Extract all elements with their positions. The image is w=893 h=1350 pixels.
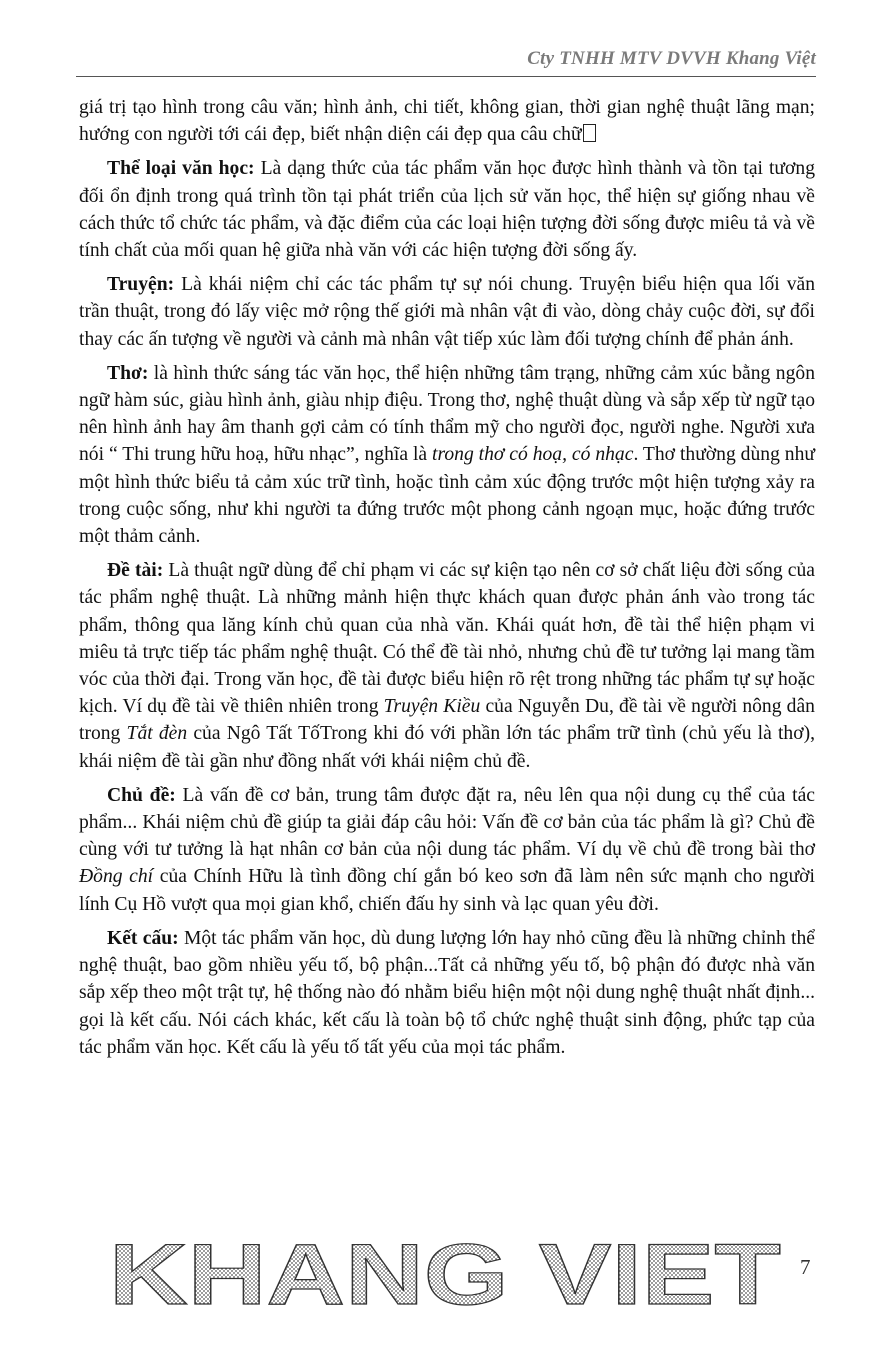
paragraph-tho [79, 360, 815, 550]
paragraph-chu-de [79, 782, 815, 918]
term-heading: Thơ: [107, 362, 149, 384]
term-heading: Thể loại văn học: [107, 158, 255, 180]
paragraph-the-loai [79, 155, 815, 264]
term-heading: Đề tài: [107, 560, 164, 582]
paragraph-text: của Nguyễn Du, đề tài về người nông dân trong [79, 696, 815, 745]
watermark-logo [105, 1232, 785, 1312]
header-divider [76, 76, 816, 77]
term-heading: Chủ đề: [107, 784, 176, 806]
paragraph-text: Là dạng thức của tác phẩm văn học được hình thành và tồn tại tương đối ổn định trong quá trình tồn tại phát triển của lịch sử văn học, thể hiện sự giống nhau về cách thức tổ chức tác phẩm, và đặc điểm của các loại hiện tượng đời sống được miêu tả và về tính chất của mối quan hệ giữa nhà văn với các hiện tượng đời sống ấy. [79, 158, 815, 262]
italic-phrase: trong thơ có hoạ, có nhạc [432, 444, 634, 466]
paragraph-de-tai [79, 557, 815, 775]
paragraph-text: . Thơ thường dùng như một hình thức biểu tả cảm xúc trữ tình, hoặc tình cảm xúc động trước một hiện tượng xảy ra trong cuộc sống, như khi người ta đứng trước một phong cảnh ngoạn mục, hoặc đứng trước một thảm cảnh. [79, 444, 816, 548]
term-heading: Kết cấu: [107, 927, 179, 949]
italic-title: Truyện Kiều [383, 696, 481, 718]
page-body [79, 94, 815, 1068]
paragraph-text: là hình thức sáng tác văn học, thể hiện những tâm trạng, những cảm xúc bằng ngôn ngữ hàm súc, giàu hình ảnh, giàu nhịp điệu. Trong thơ, nghệ thuật dùng và sắp xếp từ ngữ tạo nên hình ảnh hay âm thanh gợi cảm có tính thẩm mỹ cho người đọc, người nghe. Người xưa nói “ Thi trung hữu hoạ, hữu nhạc”, nghĩa là [79, 362, 815, 466]
paragraph-text: Là thuật ngữ dùng để chỉ phạm vi các sự kiện tạo nên cơ sở chất liệu đời sống của tác phẩm nghệ thuật. Là những mảnh hiện thực khách quan được phản ánh vào trong tác phẩm, thông qua lăng kính chủ quan của nhà văn. Khái quát hơn, đề tài thể hiện phạm vi miêu tả trực tiếp tác phẩm nghệ thuật. Có thể đề tài nhỏ, nhưng chủ đề tư tưởng lại mang tầm vóc của thời đại. Trong văn học, đề tài được biểu hiện rõ rệt trong những tác phẩm tự sự hoặc kịch. Ví dụ đề tài về thiên nhiên trong [79, 560, 815, 718]
paragraph-text: của Ngô Tất TốTrong khi đó với phần lớn tác phẩm trữ tình (chủ yếu là thơ), khái niệm đề tài gần như đồng nhất với khái niệm chủ đề. [79, 723, 816, 772]
paragraph-continuation [79, 94, 815, 148]
italic-title: Đồng chí [79, 866, 154, 888]
paragraph-text: của Chính Hữu là tình đồng chí gắn bó keo sơn đã làm nên sức mạnh cho người lính Cụ Hồ vượt qua mọi gian khổ, chiến đấu hy sinh và lạc quan yêu đời. [79, 866, 815, 915]
page-number: 7 [800, 1255, 811, 1279]
paragraph-ket-cau [79, 925, 815, 1061]
paragraph-truyen [79, 271, 815, 353]
paragraph-text: Là vấn đề cơ bản, trung tâm được đặt ra, nêu lên qua nội dung cụ thể của tác phẩm... Khái niệm chủ đề giúp ta giải đáp câu hỏi: Vấn đề cơ bản của tác phẩm là gì? Chủ đề cùng với tư tưởng là hạt nhân cơ bản của nội dung tác phẩm. Ví dụ về chủ đề trong bài thơ [79, 784, 815, 861]
italic-title: Tắt đèn [126, 723, 188, 745]
watermark-text: KHANG VIET [109, 1232, 781, 1312]
term-heading: Truyện: [107, 274, 175, 296]
paragraph-text: Là khái niệm chỉ các tác phẩm tự sự nói chung. Truyện biểu hiện qua lối văn trần thuật, trong đó lấy việc mở rộng thế giới mà nhân vật đi vào, dòng chảy cuộc đời, sự đổi thay các ấn tượng về người và cảnh mà nhân vật tiếp xúc làm đối tượng chính để phản ánh. [79, 274, 815, 350]
running-header: Cty TNHH MTV DVVH Khang Việt [527, 48, 816, 69]
paragraph-text: Một tác phẩm văn học, dù dung lượng lớn hay nhỏ cũng đều là những chỉnh thể nghệ thuật, bao gồm nhiều yếu tố, bộ phận...Tất cả những yếu tố, bộ phận đó được nhà văn sắp xếp theo một trật tự, hệ thống nào đó nhằm biểu hiện một nội dung nghệ thuật nhất định... gọi là kết cấu. Nói cách khác, kết cấu là toàn bộ tổ chức nghệ thuật sinh động, phức tạp của tác phẩm văn học. Kết cấu là yếu tố tất yếu của mọi tác phẩm. [79, 927, 816, 1058]
paragraph-text: giá trị tạo hình trong câu văn; hình ảnh, chi tiết, không gian, thời gian nghệ thuật lãng mạn; hướng con người tới cái đẹp, biết nhận diện cái đẹp qua câu chữ [79, 97, 815, 146]
missing-glyph-box [583, 124, 596, 142]
